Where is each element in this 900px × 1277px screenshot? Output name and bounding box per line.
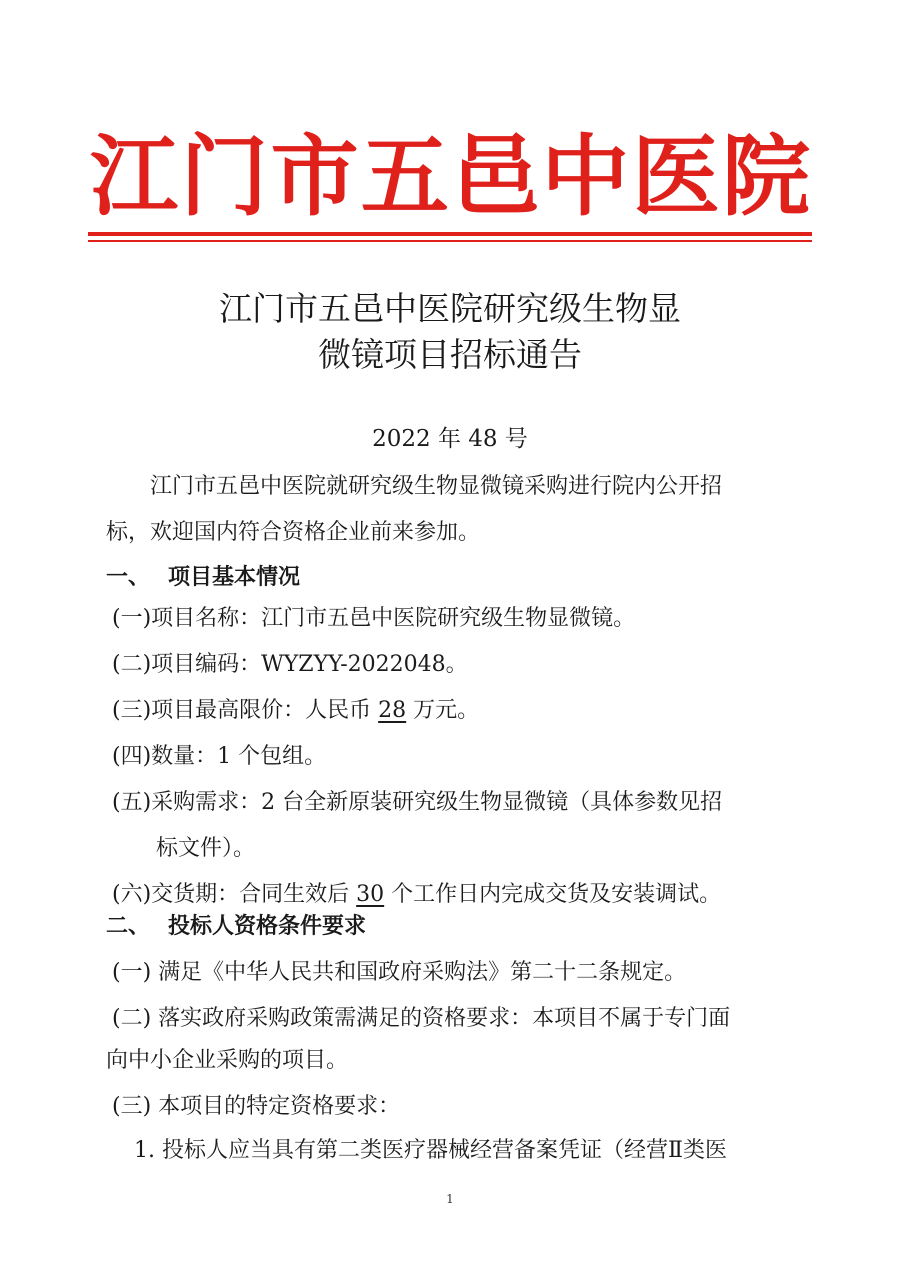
item-special-1: 1. 投标人应当具有第二类医疗器械经营备案凭证（经营Ⅱ类医 <box>134 1138 727 1163</box>
section1-number: 一、 <box>106 565 151 590</box>
item-demand-line1: (五)采购需求：2 台全新原装研究级生物显微镜（具体参数见招 <box>112 790 723 815</box>
section2-heading <box>106 916 366 938</box>
masthead-char: 五 <box>360 124 449 228</box>
section1-title: 项目基本情况 <box>168 565 301 590</box>
item-law: (一) 满足《中华人民共和国政府采购法》第二十二条规定。 <box>112 960 687 985</box>
section1-heading <box>106 567 300 589</box>
max-price-suffix: 万元。 <box>406 698 480 723</box>
delivery-value: 30 <box>356 882 385 907</box>
intro-line2: 标，欢迎国内符合资格企业前来参加。 <box>106 520 481 545</box>
item-delivery <box>112 884 721 906</box>
item-policy-line2: 向中小企业采购的项目。 <box>106 1048 349 1073</box>
delivery-suffix: 个工作日内完成交货及安装调试。 <box>384 882 722 907</box>
document-number: 2022 年 48 号 <box>372 426 528 452</box>
masthead-char: 院 <box>721 124 810 228</box>
delivery-prefix: (六)交货期：合同生效后 <box>112 882 357 907</box>
masthead-char: 邑 <box>451 124 540 228</box>
masthead-char: 市 <box>270 124 359 228</box>
max-price-prefix: (三)项目最高限价：人民币 <box>112 698 379 723</box>
masthead-char: 中 <box>541 124 630 228</box>
item-max-price <box>112 700 479 722</box>
item-policy-line1: (二) 落实政府采购政策需满足的资格要求：本项目不属于专门面 <box>112 1006 731 1031</box>
masthead-char: 江 <box>90 124 179 228</box>
item-special: (三) 本项目的特定资格要求： <box>112 1094 401 1119</box>
notice-title-line1: 江门市五邑中医院研究级生物显 <box>219 289 681 328</box>
intro-line1: 江门市五邑中医院就研究级生物显微镜采购进行院内公开招 <box>150 474 723 499</box>
masthead-rule-thin <box>88 240 812 242</box>
item-demand-line2: 标文件）。 <box>156 836 256 861</box>
item-project-name: (一)项目名称：江门市五邑中医院研究级生物显微镜。 <box>112 606 636 631</box>
max-price-value: 28 <box>378 698 407 723</box>
masthead-rule-thick <box>88 232 812 236</box>
item-project-code: (二)项目编码：WYZYY-2022048。 <box>112 652 468 677</box>
section2-title: 投标人资格条件要求 <box>168 914 367 939</box>
section2-number: 二、 <box>106 914 151 939</box>
masthead-char: 医 <box>631 124 720 228</box>
notice-title-line2: 微镜项目招标通告 <box>318 335 582 374</box>
hospital-masthead <box>90 124 810 228</box>
page-number: 1 <box>446 1192 454 1206</box>
masthead-char: 门 <box>180 124 269 228</box>
item-quantity: (四)数量：1 个包组。 <box>112 744 327 769</box>
